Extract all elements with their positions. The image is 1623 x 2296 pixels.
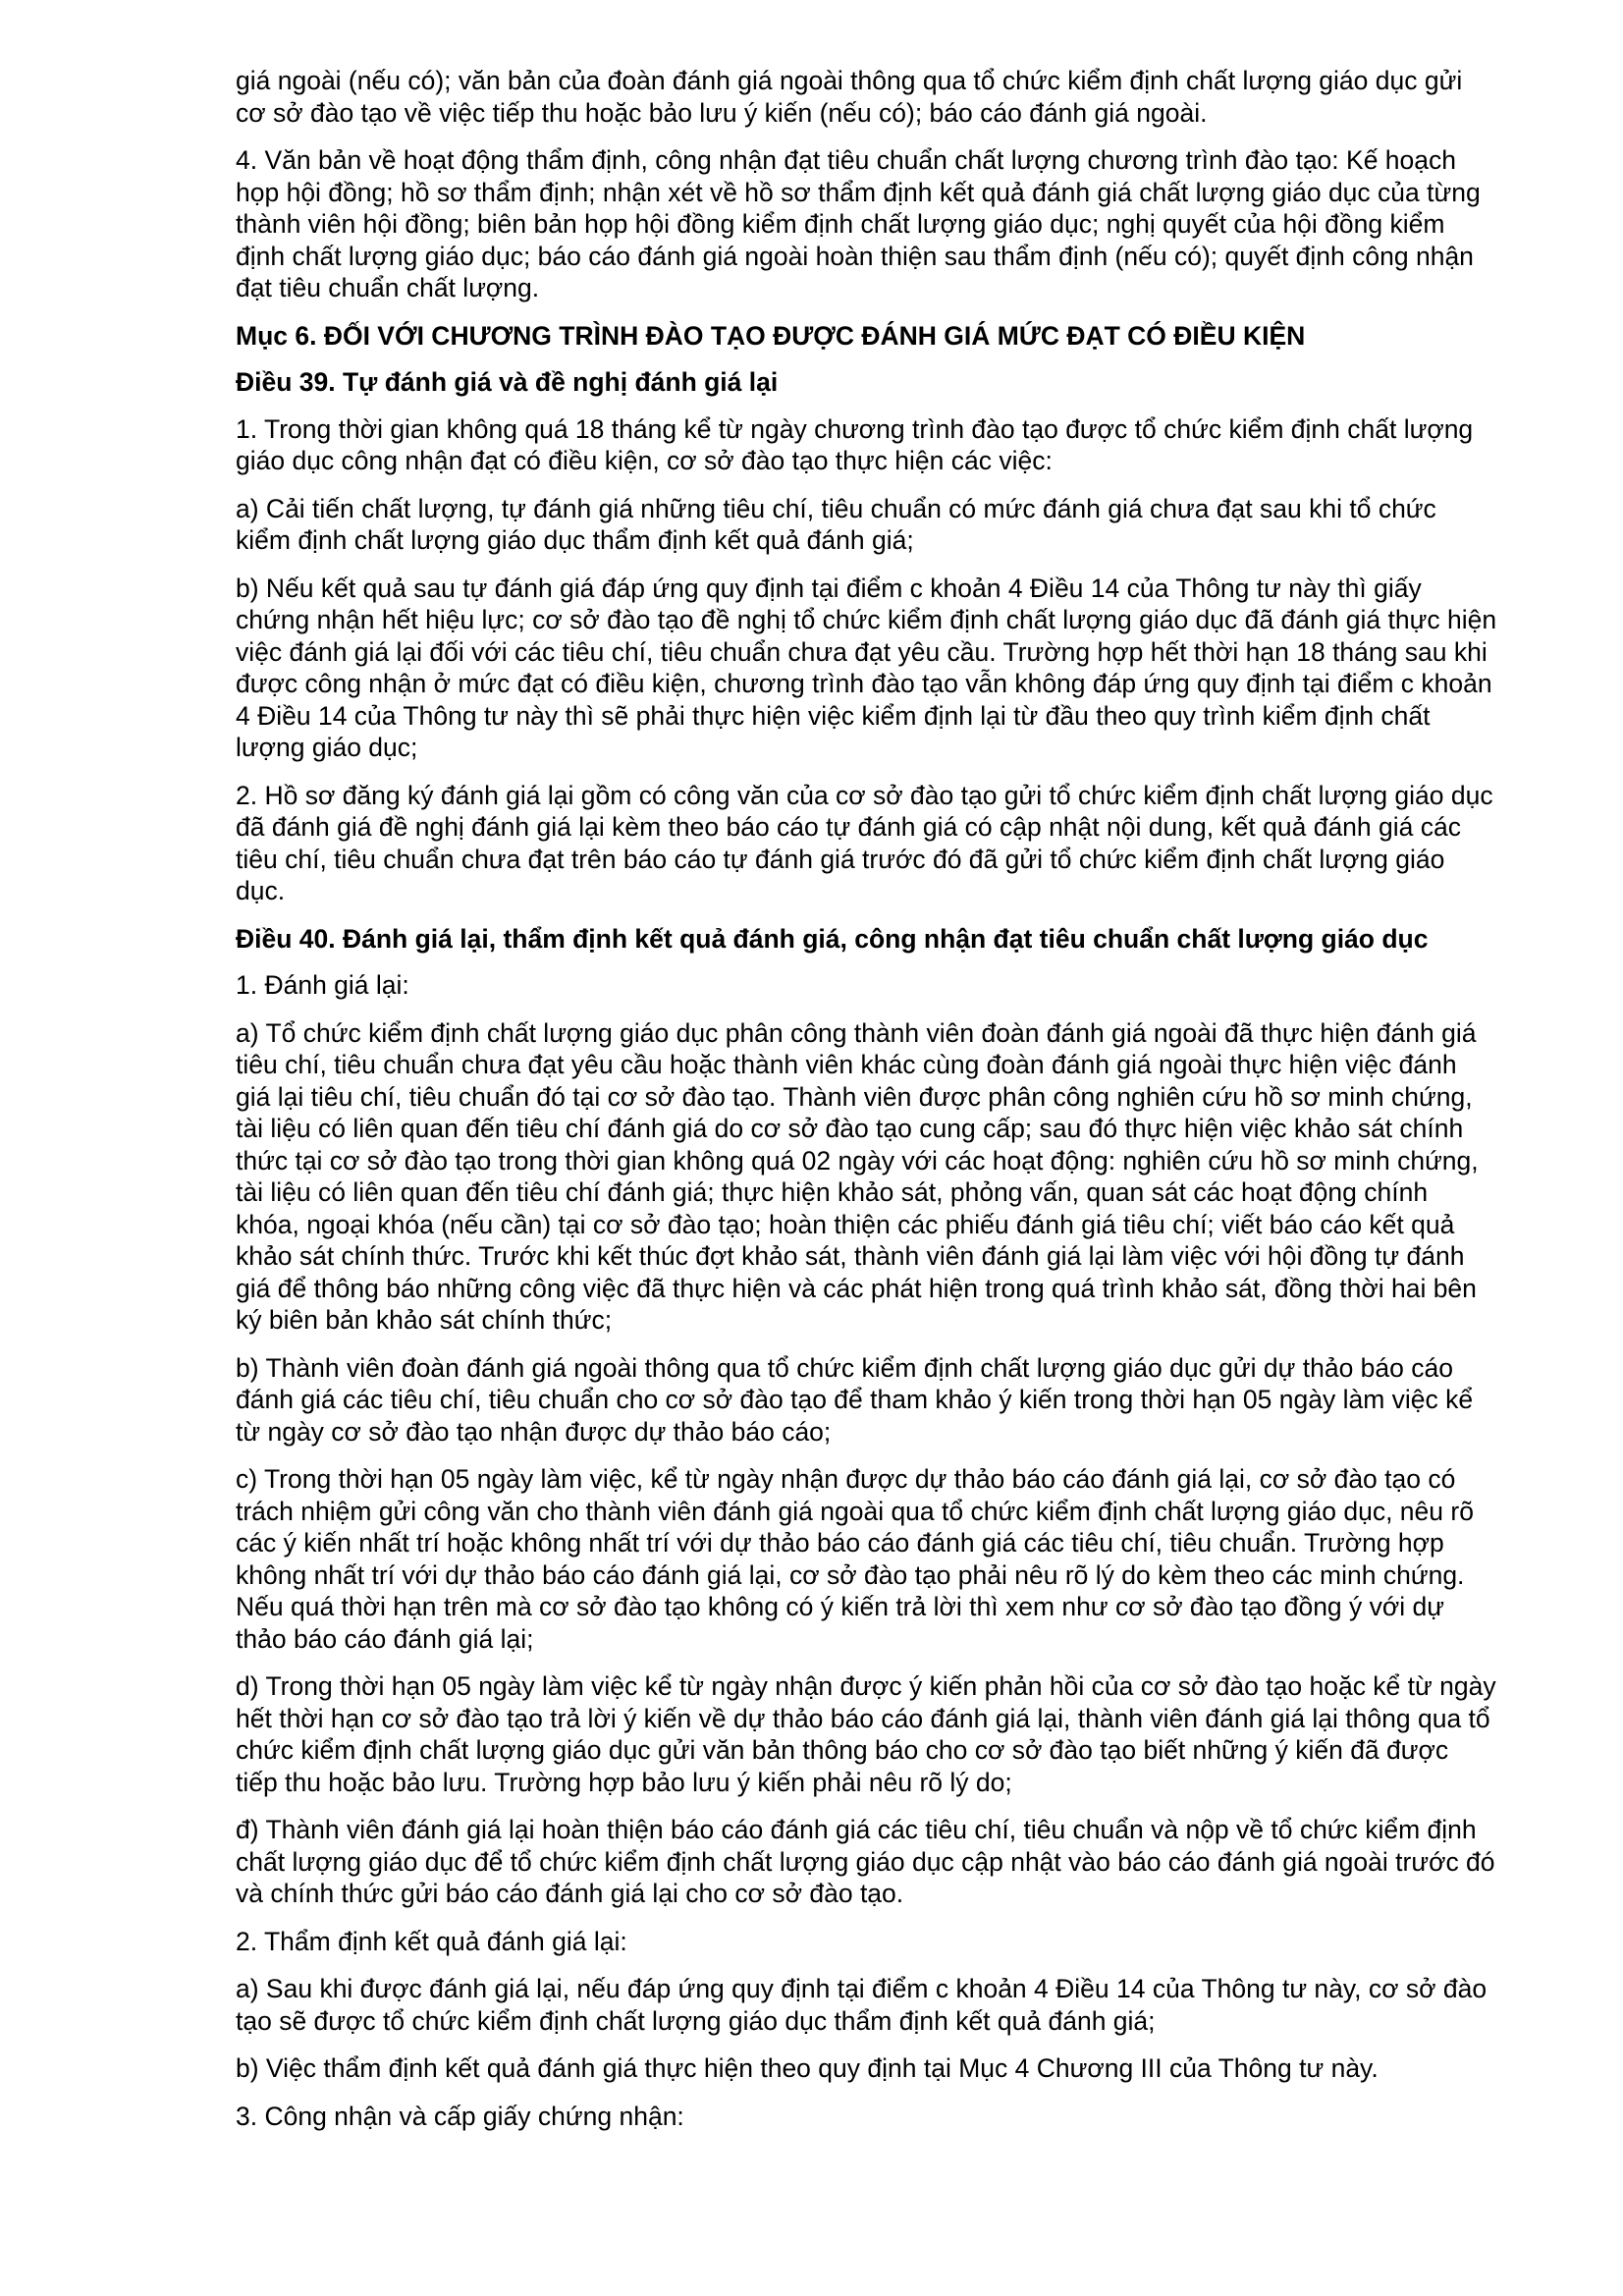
paragraph-40-1b: b) Thành viên đoàn đánh giá ngoài thông qua tổ chức kiểm định chất lượng giáo dục gửi dự thảo báo cáo đánh giá các tiêu chí, tiêu chuẩn cho cơ sở đào tạo để tham khảo ý kiến trong thời hạn 05 ngày làm việc kể từ ngày cơ sở đào tạo nhận được dự thảo báo cáo; — [236, 1352, 1474, 1447]
article-heading-39: Điều 39. Tự đánh giá và đề nghị đánh giá lại — [236, 367, 779, 397]
paragraph-40-2b: b) Việc thẩm định kết quả đánh giá thực hiện theo quy định tại Mục 4 Chương III của Thông tư này. — [236, 2053, 1379, 2083]
document-page — [236, 65, 1497, 2148]
paragraph-40-1a: a) Tổ chức kiểm định chất lượng giáo dục phân công thành viên đoàn đánh giá ngoài đã thực hiện đánh giá tiêu chí, tiêu chuẩn chưa đạt yêu cầu hoặc thành viên khác cùng đoàn đánh giá ngoài thực hiện việc đánh giá lại tiêu chí, tiêu chuẩn đó tại cơ sở đào tạo. Thành viên được phân công nghiên cứu hồ sơ minh chứng, tài liệu có liên quan đến tiêu chí đánh giá do cơ sở đào tạo cung cấp; sau đó thực hiện việc khảo sát chính thức tại cơ sở đào tạo trong thời gian không quá 02 ngày với các hoạt động: nghiên cứu hồ sơ minh chứng, tài liệu có liên quan đến tiêu chí đánh giá; thực hiện khảo sát, phỏng vấn, quan sát các hoạt động chính khóa, ngoại khóa (nếu cần) tại cơ sở đào tạo; hoàn thiện các phiếu đánh giá tiêu chí; viết báo cáo kết quả khảo sát chính thức. Trước khi kết thúc đợt khảo sát, thành viên đánh giá lại làm việc với hội đồng tự đánh giá để thông báo những công việc đã thực hiện và các phát hiện trong quá trình khảo sát, đồng thời hai bên ký biên bản khảo sát chính thức; — [236, 1017, 1479, 1335]
paragraph-40-1d: d) Trong thời hạn 05 ngày làm việc kể từ ngày nhận được ý kiến phản hồi của cơ sở đào tạo hoặc kể từ ngày hết thời hạn cơ sở đào tạo trả lời ý kiến về dự thảo báo cáo đánh giá lại, thành viên đánh giá lại thông qua tổ chức kiểm định chất lượng giáo dục gửi văn bản thông báo cho cơ sở đào tạo biết những ý kiến đã được tiếp thu hoặc bảo lưu. Trường hợp bảo lưu ý kiến phải nêu rõ lý do; — [236, 1671, 1496, 1797]
paragraph-continuation: giá ngoài (nếu có); văn bản của đoàn đánh giá ngoài thông qua tổ chức kiểm định chất lượng giáo dục gửi cơ sở đào tạo về việc tiếp thu hoặc bảo lưu ý kiến (nếu có); báo cáo đánh giá ngoài. — [236, 66, 1463, 128]
paragraph-40-2: 2. Thẩm định kết quả đánh giá lại: — [236, 1926, 627, 1956]
paragraph-40-1c: c) Trong thời hạn 05 ngày làm việc, kể từ ngày nhận được dự thảo báo cáo đánh giá lại, cơ sở đào tạo có trách nhiệm gửi công văn cho thành viên đánh giá ngoài qua tổ chức kiểm định chất lượng giáo dục, nêu rõ các ý kiến nhất trí hoặc không nhất trí với dự thảo báo cáo đánh giá các tiêu chí, tiêu chuẩn. Trường hợp không nhất trí với dự thảo báo cáo đánh giá lại, cơ sở đào tạo phải nêu rõ lý do kèm theo các minh chứng. Nếu quá thời hạn trên mà cơ sở đào tạo không có ý kiến trả lời thì xem như cơ sở đào tạo đồng ý với dự thảo báo cáo đánh giá lại; — [236, 1464, 1474, 1654]
paragraph-39-2: 2. Hồ sơ đăng ký đánh giá lại gồm có công văn của cơ sở đào tạo gửi tổ chức kiểm định chất lượng giáo dục đã đánh giá đề nghị đánh giá lại kèm theo báo cáo tự đánh giá có cập nhật nội dung, kết quả đánh giá các tiêu chí, tiêu chuẩn chưa đạt trên báo cáo tự đánh giá trước đó đã gửi tổ chức kiểm định chất lượng giáo dục. — [236, 780, 1493, 905]
section-heading-muc-6: Mục 6. ĐỐI VỚI CHƯƠNG TRÌNH ĐÀO TẠO ĐƯỢC ĐÁNH GIÁ MỨC ĐẠT CÓ ĐIỀU KIỆN — [236, 320, 1306, 351]
paragraph-40-3: 3. Công nhận và cấp giấy chứng nhận: — [236, 2101, 684, 2131]
article-heading-40: Điều 40. Đánh giá lại, thẩm định kết quả đánh giá, công nhận đạt tiêu chuẩn chất lượng giáo dục — [236, 923, 1429, 954]
paragraph-clause-4: 4. Văn bản về hoạt động thẩm định, công nhận đạt tiêu chuẩn chất lượng chương trình đào tạo: Kế hoạch họp hội đồng; hồ sơ thẩm định; nhận xét về hồ sơ thẩm định kết quả đánh giá chất lượng giáo dục của từng thành viên hội đồng; biên bản họp hội đồng kiểm định chất lượng giáo dục; nghị quyết của hội đồng kiểm định chất lượng giáo dục; báo cáo đánh giá ngoài hoàn thiện sau thẩm định (nếu có); quyết định công nhận đạt tiêu chuẩn chất lượng. — [236, 145, 1481, 302]
paragraph-40-2a: a) Sau khi được đánh giá lại, nếu đáp ứng quy định tại điểm c khoản 4 Điều 14 của Thông tư này, cơ sở đào tạo sẽ được tổ chức kiểm định chất lượng giáo dục thẩm định kết quả đánh giá; — [236, 1974, 1488, 2036]
paragraph-39-1: 1. Trong thời gian không quá 18 tháng kể từ ngày chương trình đào tạo được tổ chức kiểm định chất lượng giáo dục công nhận đạt có điều kiện, cơ sở đào tạo thực hiện các việc: — [236, 413, 1474, 475]
paragraph-40-1: 1. Đánh giá lại: — [236, 970, 409, 1000]
paragraph-40-1dd: đ) Thành viên đánh giá lại hoàn thiện báo cáo đánh giá các tiêu chí, tiêu chuẩn và nộp về tổ chức kiểm định chất lượng giáo dục để tổ chức kiểm định chất lượng giáo dục cập nhật vào báo cáo đánh giá ngoài trước đó và chính thức gửi báo cáo đánh giá lại cho cơ sở đào tạo. — [236, 1815, 1495, 1908]
paragraph-39-1b: b) Nếu kết quả sau tự đánh giá đáp ứng quy định tại điểm c khoản 4 Điều 14 của Thông tư này thì giấy chứng nhận hết hiệu lực; cơ sở đào tạo đề nghị tổ chức kiểm định chất lượng giáo dục đã đánh giá thực hiện việc đánh giá lại đối với các tiêu chí, tiêu chuẩn chưa đạt yêu cầu. Trường hợp hết thời hạn 18 tháng sau khi được công nhận ở mức đạt có điều kiện, chương trình đào tạo vẫn không đáp ứng quy định tại điểm c khoản 4 Điều 14 của Thông tư này thì sẽ phải thực hiện việc kiểm định lại từ đầu theo quy trình kiểm định chất lượng giáo dục; — [236, 573, 1497, 762]
paragraph-39-1a: a) Cải tiến chất lượng, tự đánh giá những tiêu chí, tiêu chuẩn có mức đánh giá chưa đạt sau khi tổ chức kiểm định chất lượng giáo dục thẩm định kết quả đánh giá; — [236, 493, 1436, 555]
